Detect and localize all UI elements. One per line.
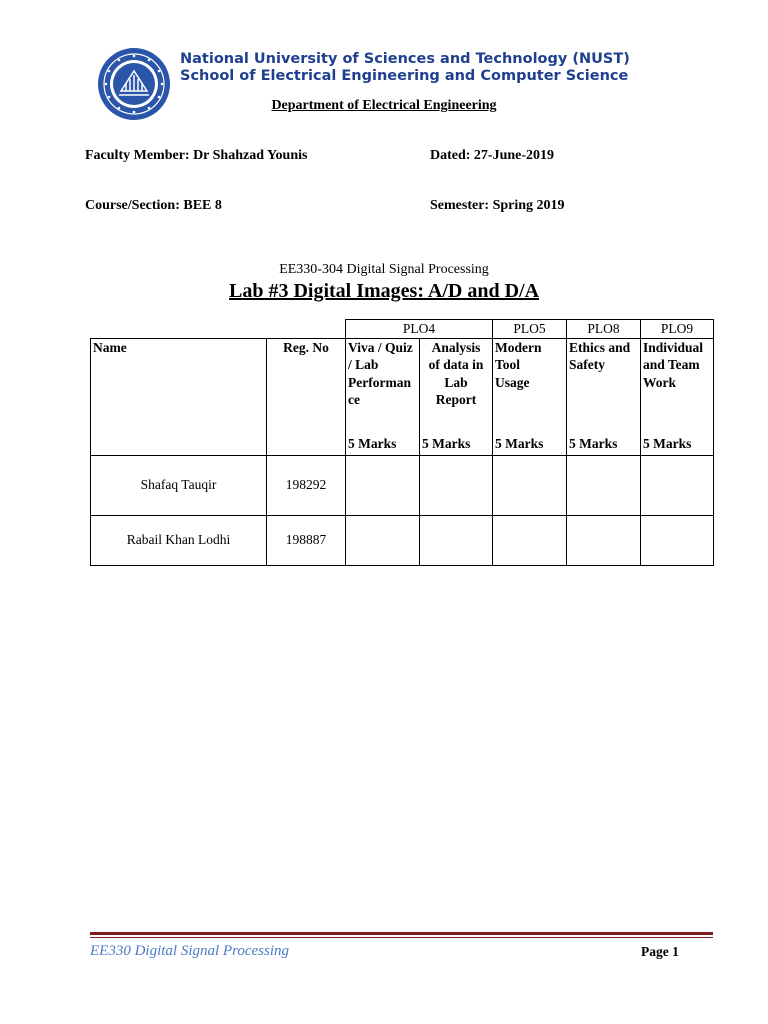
marks-label: 5 Marks xyxy=(643,436,692,451)
lab-title: Lab #3 Digital Images: A/D and D/A xyxy=(228,280,540,302)
table-row xyxy=(91,515,714,565)
marks-label: 5 Marks xyxy=(422,436,471,451)
grade-cell xyxy=(641,455,714,515)
grade-cell xyxy=(493,515,567,565)
grade-cell xyxy=(567,455,641,515)
school-name: School of Electrical Engineering and Computer Science xyxy=(180,68,629,84)
marks-label: 5 Marks xyxy=(495,436,544,451)
grade-cell xyxy=(493,455,567,515)
reg-number: 198887 xyxy=(267,515,346,565)
university-name: National University of Sciences and Technology (NUST) xyxy=(180,51,630,67)
footer-rule xyxy=(90,937,713,938)
criterion-header: Ethics and Safety 5 Marks xyxy=(567,338,641,455)
student-name: Shafaq Tauqir xyxy=(91,455,267,515)
grade-cell xyxy=(641,515,714,565)
criterion-header: Individual and Team Work 5 Marks xyxy=(641,338,714,455)
criterion-header: Analysis of data in Lab Report 5 Marks xyxy=(420,338,493,455)
name-header: Name xyxy=(91,338,267,455)
faculty-member: Faculty Member: Dr Shahzad Younis xyxy=(85,148,308,163)
plo-header: PLO9 xyxy=(641,320,714,339)
grade-cell xyxy=(567,515,641,565)
table-row xyxy=(91,455,714,515)
marks-label: 5 Marks xyxy=(348,436,397,451)
student-name: Rabail Khan Lodhi xyxy=(91,515,267,565)
grade-cell xyxy=(346,515,420,565)
grade-cell xyxy=(346,455,420,515)
reg-number: 198292 xyxy=(267,455,346,515)
grading-table xyxy=(90,319,714,566)
criterion-header: Modern Tool Usage 5 Marks xyxy=(493,338,567,455)
footer-rule xyxy=(90,932,713,935)
grade-cell xyxy=(420,515,493,565)
plo-header: PLO4 xyxy=(346,320,493,339)
marks-label: 5 Marks xyxy=(569,436,618,451)
page-number: Page 1 xyxy=(641,944,679,959)
department-title: Department of Electrical Engineering xyxy=(271,98,497,113)
grade-cell xyxy=(420,455,493,515)
reg-header: Reg. No xyxy=(267,338,346,455)
course-title: EE330-304 Digital Signal Processing xyxy=(279,262,489,277)
plo-header: PLO5 xyxy=(493,320,567,339)
semester: Semester: Spring 2019 xyxy=(430,198,565,213)
course-section: Course/Section: BEE 8 xyxy=(85,198,222,213)
dated: Dated: 27-June-2019 xyxy=(430,148,555,163)
plo-header: PLO8 xyxy=(567,320,641,339)
criterion-header: Viva / Quiz / Lab Performan ce 5 Marks xyxy=(346,338,420,455)
footer-course: EE330 Digital Signal Processing xyxy=(90,943,290,959)
